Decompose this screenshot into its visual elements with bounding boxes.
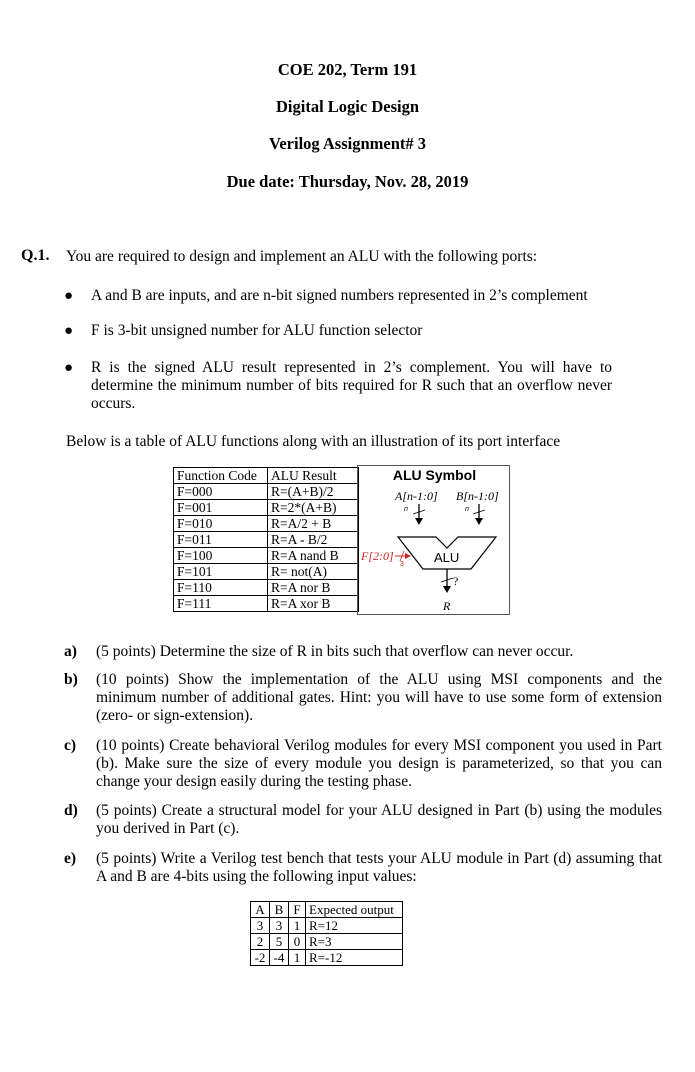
table-cell: -2 bbox=[251, 950, 270, 966]
table-cell: R=-12 bbox=[306, 950, 403, 966]
alu-diagram bbox=[358, 466, 511, 616]
table-cell: R=A - B/2 bbox=[268, 532, 359, 548]
table-row bbox=[174, 564, 359, 580]
table-cell: F=110 bbox=[174, 580, 268, 596]
alu-symbol-box bbox=[357, 465, 510, 615]
r-port-label: R bbox=[443, 599, 451, 613]
table-cell: 2 bbox=[251, 934, 270, 950]
part-label: c) bbox=[64, 737, 77, 754]
table-cell: 3 bbox=[251, 918, 270, 934]
table-row bbox=[174, 596, 359, 612]
part-label: b) bbox=[64, 671, 78, 688]
bullet-icon: ● bbox=[64, 323, 74, 339]
header-cell: F bbox=[289, 902, 306, 918]
question-number: Q.1. bbox=[21, 247, 50, 264]
part-text: (5 points) Determine the size of R in bits such that overflow can never occur. bbox=[96, 643, 574, 660]
table-cell: R=3 bbox=[306, 934, 403, 950]
part-text: (5 points) Write a Verilog test bench that tests your ALU module in Part (d) assuming that A and B are 4-bits using the following input values: bbox=[96, 850, 662, 885]
bullet-item: F is 3-bit unsigned number for ALU function selector bbox=[91, 322, 423, 339]
table-header-row bbox=[251, 902, 403, 918]
header-cell: ALU Result bbox=[268, 468, 359, 484]
part-label: a) bbox=[64, 643, 77, 660]
table-cell: F=100 bbox=[174, 548, 268, 564]
bullet-item: A and B are inputs, and are n-bit signed numbers represented in 2’s complement bbox=[91, 287, 588, 304]
header-cell: B bbox=[270, 902, 289, 918]
course-title: COE 202, Term 191 bbox=[277, 60, 418, 79]
table-cell: R=12 bbox=[306, 918, 403, 934]
table-cell: R=2*(A+B) bbox=[268, 500, 359, 516]
table-cell: 1 bbox=[289, 950, 306, 966]
table-cell: R=A nor B bbox=[268, 580, 359, 596]
table-row bbox=[174, 580, 359, 596]
table-row bbox=[174, 500, 359, 516]
table-cell: F=001 bbox=[174, 500, 268, 516]
part-label: d) bbox=[64, 802, 78, 819]
b-port-label: B[n-1:0] bbox=[456, 489, 499, 503]
table-cell: R=(A+B)/2 bbox=[268, 484, 359, 500]
due-date: Due date: Thursday, Nov. 28, 2019 bbox=[226, 172, 469, 191]
alu-symbol-title: ALU Symbol bbox=[392, 467, 477, 483]
part-text: (5 points) Create a structural model for your ALU designed in Part (b) using the modules you derived in Part (c). bbox=[96, 802, 662, 837]
table-cell: R= not(A) bbox=[268, 564, 359, 580]
r-width-label: ? bbox=[453, 574, 459, 588]
table-cell: -4 bbox=[270, 950, 289, 966]
f-port-label: F[2:0] bbox=[361, 549, 394, 563]
part-label: e) bbox=[64, 850, 77, 867]
header-cell: Function Code bbox=[174, 468, 268, 484]
table-row bbox=[251, 950, 403, 966]
f-width-label: 3 bbox=[400, 561, 404, 568]
table-cell: F=010 bbox=[174, 516, 268, 532]
table-cell: R=A xor B bbox=[268, 596, 359, 612]
table-intro: Below is a table of ALU functions along with an illustration of its port interface bbox=[66, 433, 561, 450]
table-cell: R=A nand B bbox=[268, 548, 359, 564]
part-text: (10 points) Show the implementation of the ALU using MSI components and the minimum number of additional gates. Hint: you will have to use some form of extension (zero- or sign-extension). bbox=[96, 671, 662, 724]
header-cell: Expected output bbox=[306, 902, 403, 918]
table-row bbox=[174, 484, 359, 500]
question-intro: You are required to design and implement an ALU with the following ports: bbox=[66, 248, 538, 265]
part-text: (10 points) Create behavioral Verilog modules for every MSI component you used in Part (b). Make sure the size of every module you design is parameterized, so that you can change your design easily during the testing phase. bbox=[96, 737, 662, 790]
table-cell: F=111 bbox=[174, 596, 268, 612]
table-row bbox=[174, 532, 359, 548]
function-table bbox=[173, 467, 359, 612]
table-cell: F=011 bbox=[174, 532, 268, 548]
document-title: Digital Logic Design bbox=[276, 97, 419, 116]
bullet-item: R is the signed ALU result represented in 2’s complement. You will have to determine the minimum number of bits required for R such that an overflow never occurs. bbox=[91, 359, 612, 412]
table-cell: 3 bbox=[270, 918, 289, 934]
header-cell: A bbox=[251, 902, 270, 918]
test-table-wrap bbox=[250, 901, 403, 966]
function-table-wrap bbox=[173, 467, 359, 612]
table-cell: 0 bbox=[289, 934, 306, 950]
table-cell: 5 bbox=[270, 934, 289, 950]
table-row bbox=[251, 918, 403, 934]
table-row bbox=[174, 548, 359, 564]
b-width-label: n bbox=[465, 506, 469, 513]
a-width-label: n bbox=[404, 506, 408, 513]
bullet-icon: ● bbox=[64, 360, 74, 376]
table-row bbox=[251, 934, 403, 950]
a-port-label: A[n-1:0] bbox=[395, 489, 438, 503]
table-cell: F=101 bbox=[174, 564, 268, 580]
alu-block-label: ALU bbox=[434, 550, 460, 565]
table-row bbox=[174, 516, 359, 532]
table-cell: R=A/2 + B bbox=[268, 516, 359, 532]
table-cell: F=000 bbox=[174, 484, 268, 500]
assignment-title: Verilog Assignment# 3 bbox=[268, 134, 427, 153]
table-cell: 1 bbox=[289, 918, 306, 934]
table-header-row bbox=[174, 468, 359, 484]
test-table bbox=[250, 901, 403, 966]
bullet-icon: ● bbox=[64, 288, 74, 304]
